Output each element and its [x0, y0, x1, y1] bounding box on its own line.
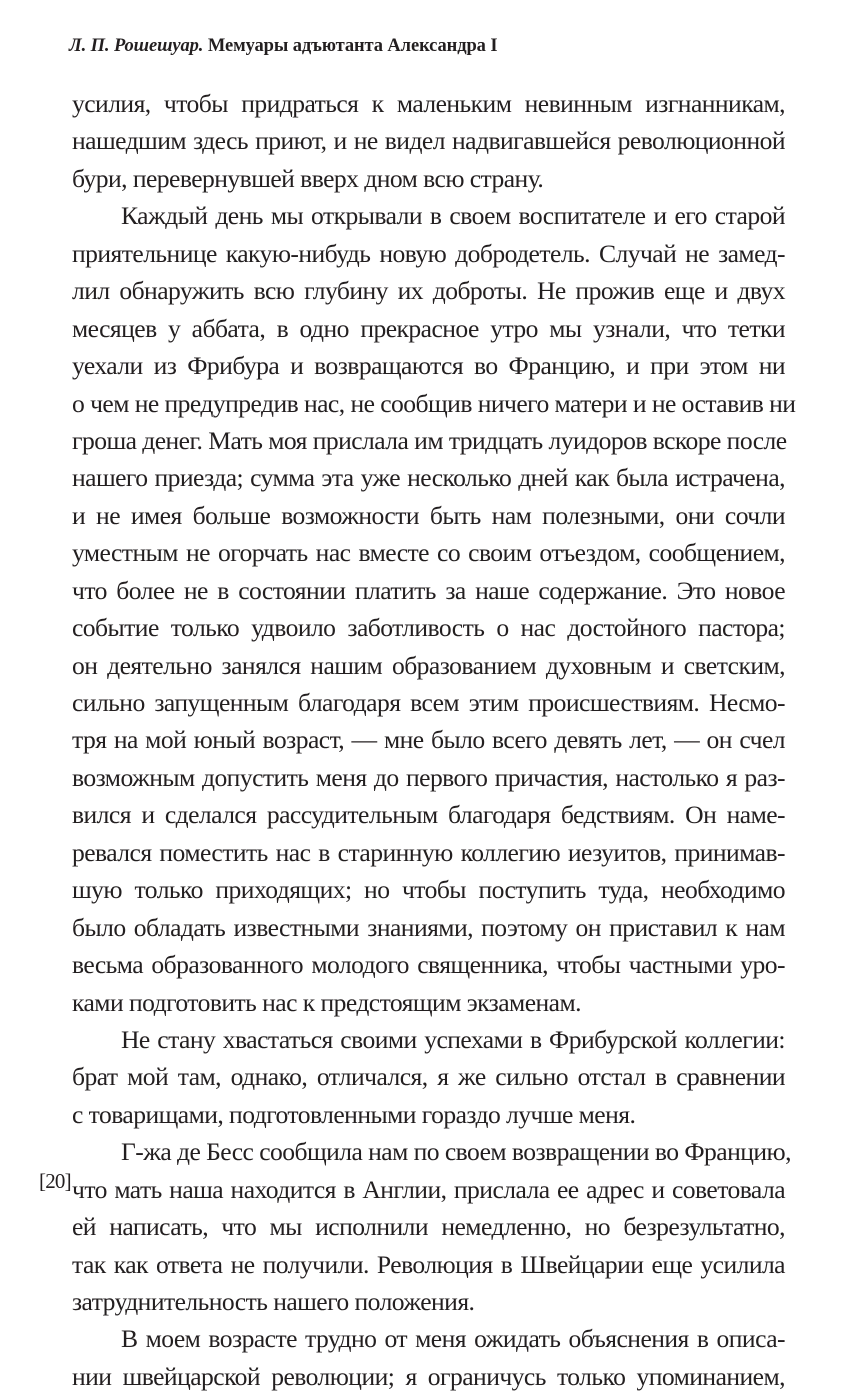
text-line: шую только приходящих; но чтобы поступить туда, необходимо [72, 875, 785, 905]
text-line: ревался поместить нас в старинную коллегию иезуитов, принимав- [72, 837, 785, 867]
text-line: сильно запущенным благодаря всем этим происшествиям. Несмо- [72, 688, 785, 717]
text-line: Г-жа де Бесс сообщила нам по своем возвращении во Францию, [121, 1137, 791, 1167]
text-line: месяцев у аббата, в одно прекрасное утро мы узнали, что тетки [72, 313, 785, 343]
text-line: нашего приезда; сумма эта уже несколько дней как была истрачена, [72, 463, 785, 493]
text-line: возможным допустить меня до первого причастия, настолько я раз- [72, 762, 785, 792]
text-line: Каждый день мы открывали в своем воспитателе и его старой [121, 201, 785, 231]
text-line: весьма образованного молодого священника, чтобы частными уро- [72, 950, 785, 980]
text-line: событие только удвоило заботливость о нас достойного пастора; [72, 613, 785, 643]
text-line: затруднительность нашего положения. [72, 1287, 475, 1316]
text-line: усилия, чтобы придраться к маленьким невинным изгнанникам, [72, 89, 785, 118]
paragraph [72, 1021, 785, 1133]
text-line: брат мой там, однако, отличался, я же сильно отстал в сравнении [72, 1062, 785, 1092]
text-line: лил обнаружить всю глубину их доброты. Не прожив еще и двух [72, 276, 785, 306]
text-line: нашедшим здесь приют, и не видел надвигавшейся революционной [72, 126, 785, 156]
text-line: уехали из Фрибура и возвращаются во Францию, и при этом ни [72, 351, 785, 381]
running-head-author: Л. П. Рошешуар. [69, 36, 204, 56]
text-line: так как ответа не получили. Революция в Швейцарии еще усилила [72, 1249, 785, 1279]
paragraph [72, 1133, 791, 1320]
text-line: он деятельно занялся нашим образованием духовным и светским, [72, 650, 785, 680]
text-line: тря на мой юный возраст, — мне было всего девять лет, — он счел [72, 725, 785, 755]
body-text [72, 85, 796, 1395]
text-line: уместным не огорчать нас вместе со своим отъездом, сообщением, [72, 538, 785, 568]
text-line: ками подготовить нас к предстоящим экзаменам. [72, 987, 581, 1017]
running-head-title: Мемуары адъютанта Александра I [207, 36, 498, 56]
text-line: нии швейцарской революции; я ограничусь только упоминанием, [72, 1361, 785, 1391]
text-line: Не стану хвастаться своими успехами в Фрибурской коллегии: [121, 1024, 785, 1054]
text-line: гроша денег. Мать моя прислала им тридцать луидоров вскоре после [72, 425, 787, 455]
text-line: что более не в состоянии платить за наше содержание. Это новое [72, 575, 785, 605]
running-head [69, 35, 497, 57]
text-line: о чем не предупредив нас, не сообщив ничего матери и не оставив ни [72, 388, 796, 418]
text-line: с товарищами, подготовленными гораздо лучше меня. [72, 1099, 636, 1129]
text-line: ей написать, что мы исполнили немедленно, но безрезультатно, [72, 1212, 785, 1242]
text-line: что мать наша находится в Англии, прислала ее адрес и советовала [72, 1174, 785, 1204]
paragraph [72, 85, 785, 197]
text-line: было обладать известными знаниями, поэтому он приставил к нам [72, 912, 785, 942]
text-line: В моем возрасте трудно от меня ожидать объяснения в описа- [121, 1324, 785, 1354]
text-line: и не имея больше возможности быть нам полезными, они сочли [72, 500, 785, 530]
page-number: [20] [39, 1169, 71, 1193]
text-line: приятельнице какую-нибудь новую добродетель. Случай не замед- [72, 238, 785, 268]
text-line: вился и сделался рассудительным благодаря бедствиям. Он наме- [72, 800, 785, 830]
paragraph [72, 197, 796, 1021]
text-line: бури, перевернувшей вверх дном всю страну. [72, 163, 544, 193]
paragraph [72, 1320, 785, 1395]
